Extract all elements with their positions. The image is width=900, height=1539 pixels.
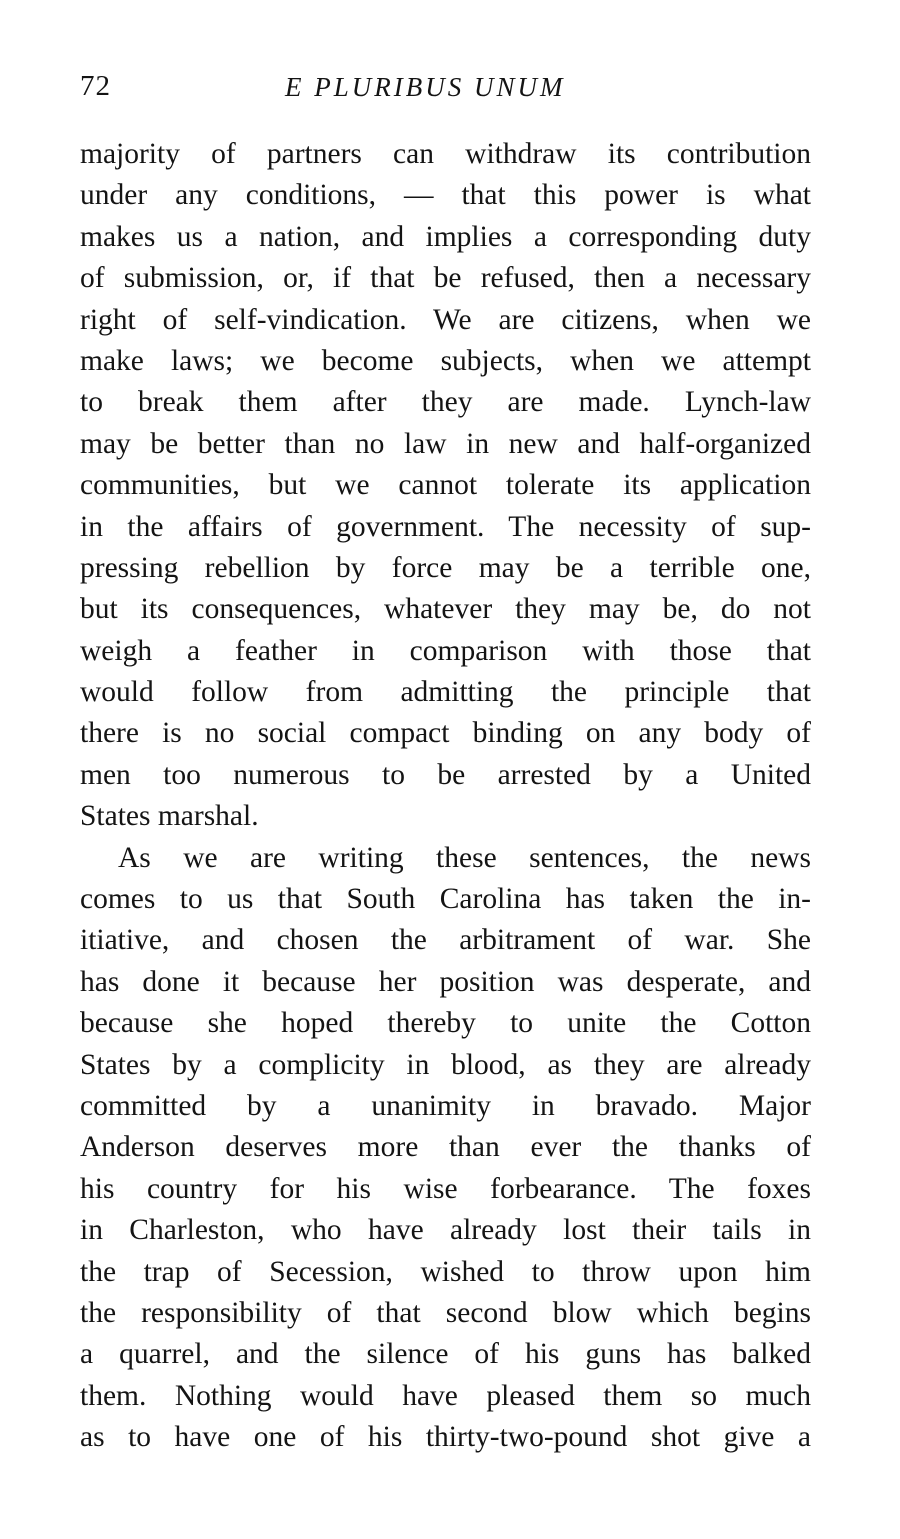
- text-line: in the affairs of government. The necessity of sup-: [80, 510, 811, 543]
- text-line: them. Nothing would have pleased them so much: [80, 1379, 811, 1412]
- text-line: would follow from admitting the principle that: [80, 676, 811, 709]
- text-line: because she hoped thereby to unite the Cotton: [80, 1007, 811, 1040]
- text-line: may be better than no law in new and half-organized: [80, 427, 811, 460]
- text-line: there is no social compact binding on any body of: [80, 717, 811, 750]
- text-line: comes to us that South Carolina has taken the in-: [80, 883, 811, 916]
- text-line: a quarrel, and the silence of his guns has balked: [80, 1338, 811, 1371]
- page-number: 72: [80, 70, 111, 102]
- paragraph: [80, 134, 811, 838]
- text-line: weigh a feather in comparison with those that: [80, 634, 811, 667]
- text-line: men too numerous to be arrested by a United: [80, 758, 811, 791]
- paragraph: [80, 838, 811, 1459]
- text-line: As we are writing these sentences, the news: [118, 841, 811, 874]
- text-line: itiative, and chosen the arbitrament of war. She: [80, 924, 811, 957]
- text-line: make laws; we become subjects, when we attempt: [80, 344, 811, 377]
- text-line: right of self-vindication. We are citizens, when we: [80, 303, 811, 336]
- text-line: in Charleston, who have already lost their tails in: [80, 1214, 811, 1247]
- text-line: majority of partners can withdraw its contribution: [80, 138, 811, 170]
- text-line: has done it because her position was desperate, and: [80, 965, 811, 998]
- text-line: committed by a unanimity in bravado. Major: [80, 1089, 811, 1122]
- text-line: makes us a nation, and implies a corresponding duty: [80, 220, 811, 253]
- text-line: States marshal.: [80, 800, 259, 833]
- text-line: the trap of Secession, wished to throw upon him: [80, 1255, 811, 1288]
- text-line: pressing rebellion by force may be a terrible one,: [80, 551, 811, 584]
- running-title: E PLURIBUS UNUM: [285, 72, 566, 102]
- running-head: [80, 70, 820, 110]
- text-line: communities, but we cannot tolerate its application: [80, 469, 811, 502]
- text-line: but its consequences, whatever they may be, do not: [80, 593, 811, 626]
- text-line: to break them after they are made. Lynch-law: [80, 386, 811, 419]
- text-line: Anderson deserves more than ever the thanks of: [80, 1131, 811, 1164]
- text-line: of submission, or, if that be refused, then a necessary: [80, 262, 811, 295]
- body-text: [80, 134, 811, 1459]
- text-line: under any conditions, — that this power is what: [80, 179, 811, 212]
- text-line: as to have one of his thirty-two-pound shot give a: [80, 1421, 811, 1454]
- text-line: the responsibility of that second blow which begins: [80, 1296, 811, 1329]
- text-line: States by a complicity in blood, as they are already: [80, 1048, 811, 1081]
- text-line: his country for his wise forbearance. The foxes: [80, 1172, 811, 1205]
